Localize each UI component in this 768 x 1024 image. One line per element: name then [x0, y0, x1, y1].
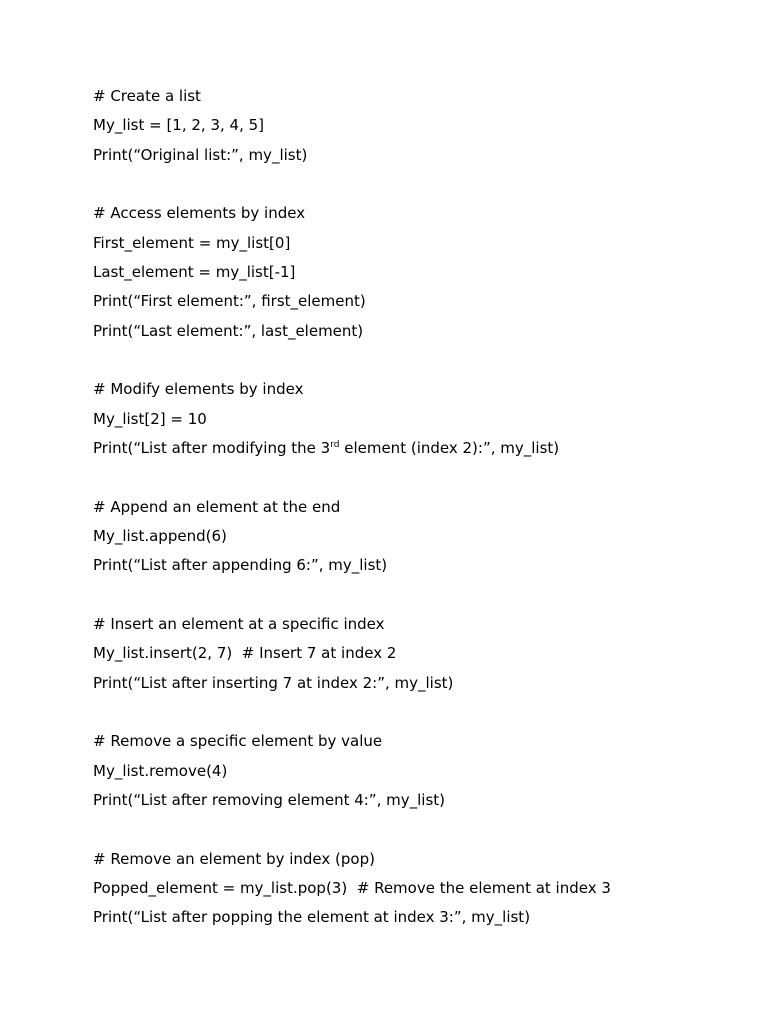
code-line: Print(“List after popping the element at index 3:”, my_list) [93, 908, 531, 927]
code-line-ordinal [93, 436, 753, 465]
blank-line [93, 817, 753, 846]
code-line: First_element = my_list[0] [93, 233, 291, 252]
code-comment: # Insert an element at a specific index [93, 614, 385, 633]
code-line: Print(“List after inserting 7 at index 2:”, my_list) [93, 673, 454, 692]
code-comment: # Modify elements by index [93, 380, 304, 399]
code-comment: # Remove a specific element by value [93, 732, 383, 751]
code-comment: # Append an element at the end [93, 497, 341, 516]
code-line: My_list.append(6) [93, 526, 227, 545]
code-line: Print(“First element:”, first_element) [93, 292, 366, 311]
code-line: My_list = [1, 2, 3, 4, 5] [93, 116, 265, 135]
code-line: Print(“List after appending 6:”, my_list) [93, 556, 388, 575]
code-line: Print(“List after removing element 4:”, my_list) [93, 790, 446, 809]
ordinal-superscript: rd [330, 439, 340, 450]
blank-line [93, 465, 753, 494]
blank-line [93, 583, 753, 612]
document-page [93, 84, 753, 935]
code-comment: # Remove an element by index (pop) [93, 849, 375, 868]
code-line: My_list.remove(4) [93, 761, 228, 780]
code-line: My_list[2] = 10 [93, 409, 207, 428]
code-line: Popped_element = my_list.pop(3) # Remove the element at index 3 [93, 878, 611, 897]
code-comment: # Create a list [93, 87, 201, 105]
code-line: Last_element = my_list[-1] [93, 262, 296, 281]
code-line: My_list.insert(2, 7) # Insert 7 at index 2 [93, 644, 397, 663]
blank-line [93, 700, 753, 729]
code-line: Print(“Original list:”, my_list) [93, 145, 308, 164]
code-text: element (index 2):”, my_list) [339, 438, 560, 457]
code-comment: # Access elements by index [93, 204, 306, 223]
code-text: Print(“List after modifying the 3 [93, 438, 331, 457]
code-line: Print(“Last element:”, last_element) [93, 321, 364, 340]
blank-line [93, 172, 753, 201]
blank-line [93, 348, 753, 377]
